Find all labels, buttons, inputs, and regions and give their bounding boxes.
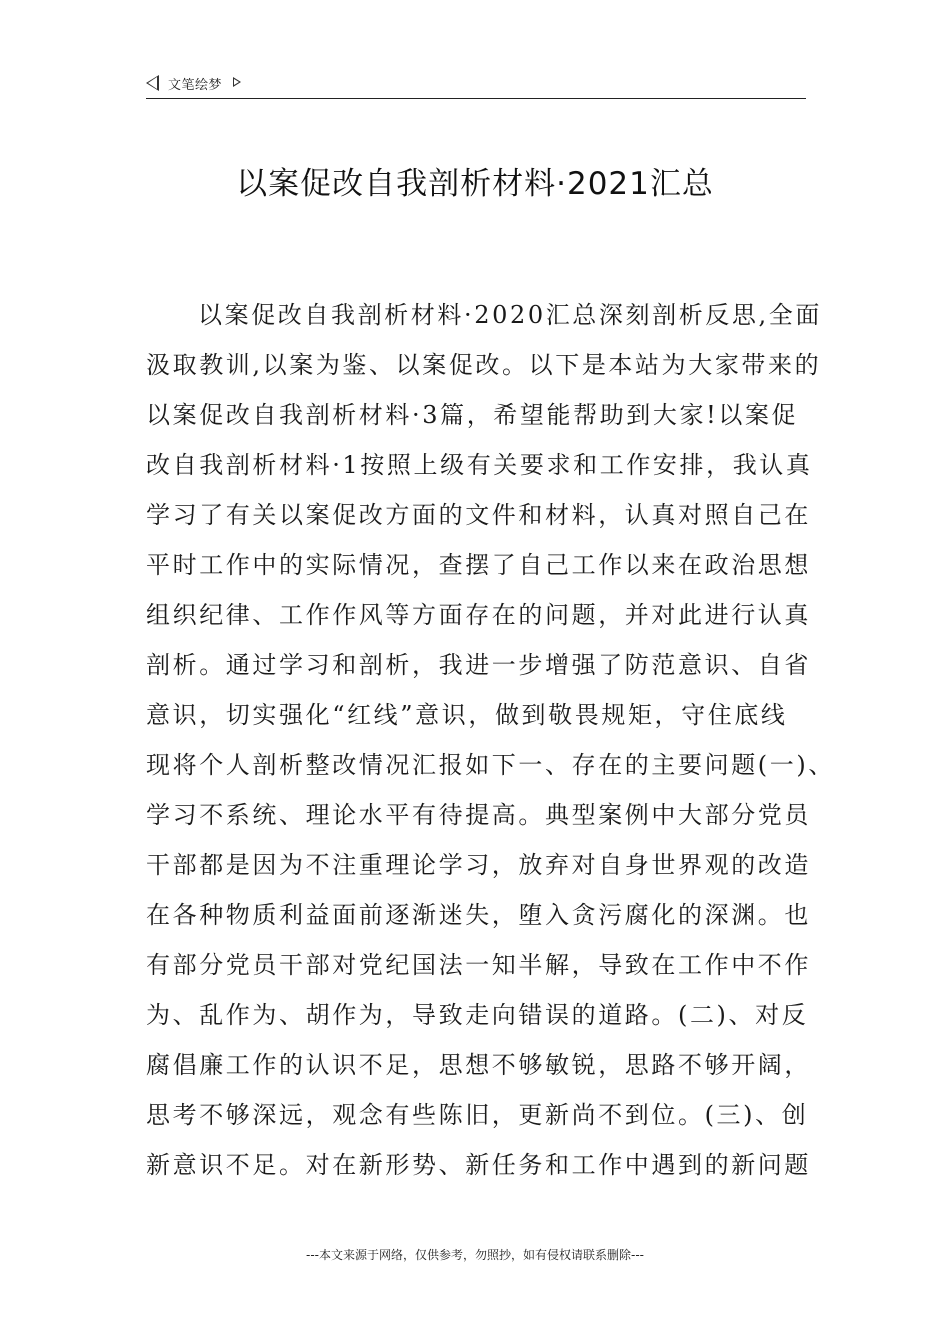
body-line: 有部分党员干部对党纪国法一知半解，导致在工作中不作 [146, 951, 811, 979]
body-line: 改自我剖析材料·1按照上级有关要求和工作安排，我认真 [146, 451, 813, 479]
body-line: 意识，切实强化“红线”意识，做到敬畏规矩，守住底线 [146, 701, 788, 729]
body-line: 为、乱作为、胡作为，导致走向错误的道路。(二)、对反 [146, 1001, 809, 1029]
body-line: 平时工作中的实际情况，查摆了自己工作以来在政治思想 [146, 551, 811, 579]
body-line: 现将个人剖析整改情况汇报如下一、存在的主要问题(一)、 [146, 751, 835, 779]
body-line: 在各种物质利益面前逐渐迷失，堕入贪污腐化的深渊。也 [146, 901, 811, 929]
body-line: 新意识不足。对在新形势、新任务和工作中遇到的新问题 [146, 1151, 811, 1179]
body-line: 学习了有关以案促改方面的文件和材料，认真对照自己在 [146, 501, 811, 529]
document-body [146, 290, 835, 1190]
body-line: 汲取教训,以案为鉴、以案促改。以下是本站为大家带来的 [146, 351, 822, 379]
body-line: 组织纪律、工作作风等方面存在的问题，并对此进行认真 [146, 601, 811, 629]
header-brand: 文笔绘梦 [168, 78, 223, 93]
body-line: 以案促改自我剖析材料·2020汇总深刻剖析反思,全面 [198, 301, 822, 329]
page-header [146, 72, 806, 99]
body-line: 干部都是因为不注重理论学习，放弃对自身世界观的改造 [146, 851, 811, 879]
left-triangle-icon [146, 75, 159, 91]
body-line: 学习不系统、理论水平有待提高。典型案例中大部分党员 [146, 801, 811, 829]
body-line: 思考不够深远，观念有些陈旧，更新尚不到位。(三)、创 [146, 1101, 809, 1129]
body-line: 以案促改自我剖析材料·3篇，希望能帮助到大家!以案促 [146, 401, 799, 429]
body-line: 腐倡廉工作的认识不足，思想不够敏锐，思路不够开阔， [146, 1051, 811, 1079]
footer-notice: ---本文来源于网络，仅供参考，勿照抄，如有侵权请联系删除--- [306, 1248, 644, 1262]
body-line: 剖析。通过学习和剖析，我进一步增强了防范意识、自省 [146, 651, 811, 679]
right-triangle-icon [233, 77, 241, 87]
document-title: 以案促改自我剖析材料·2021汇总 [236, 166, 714, 202]
